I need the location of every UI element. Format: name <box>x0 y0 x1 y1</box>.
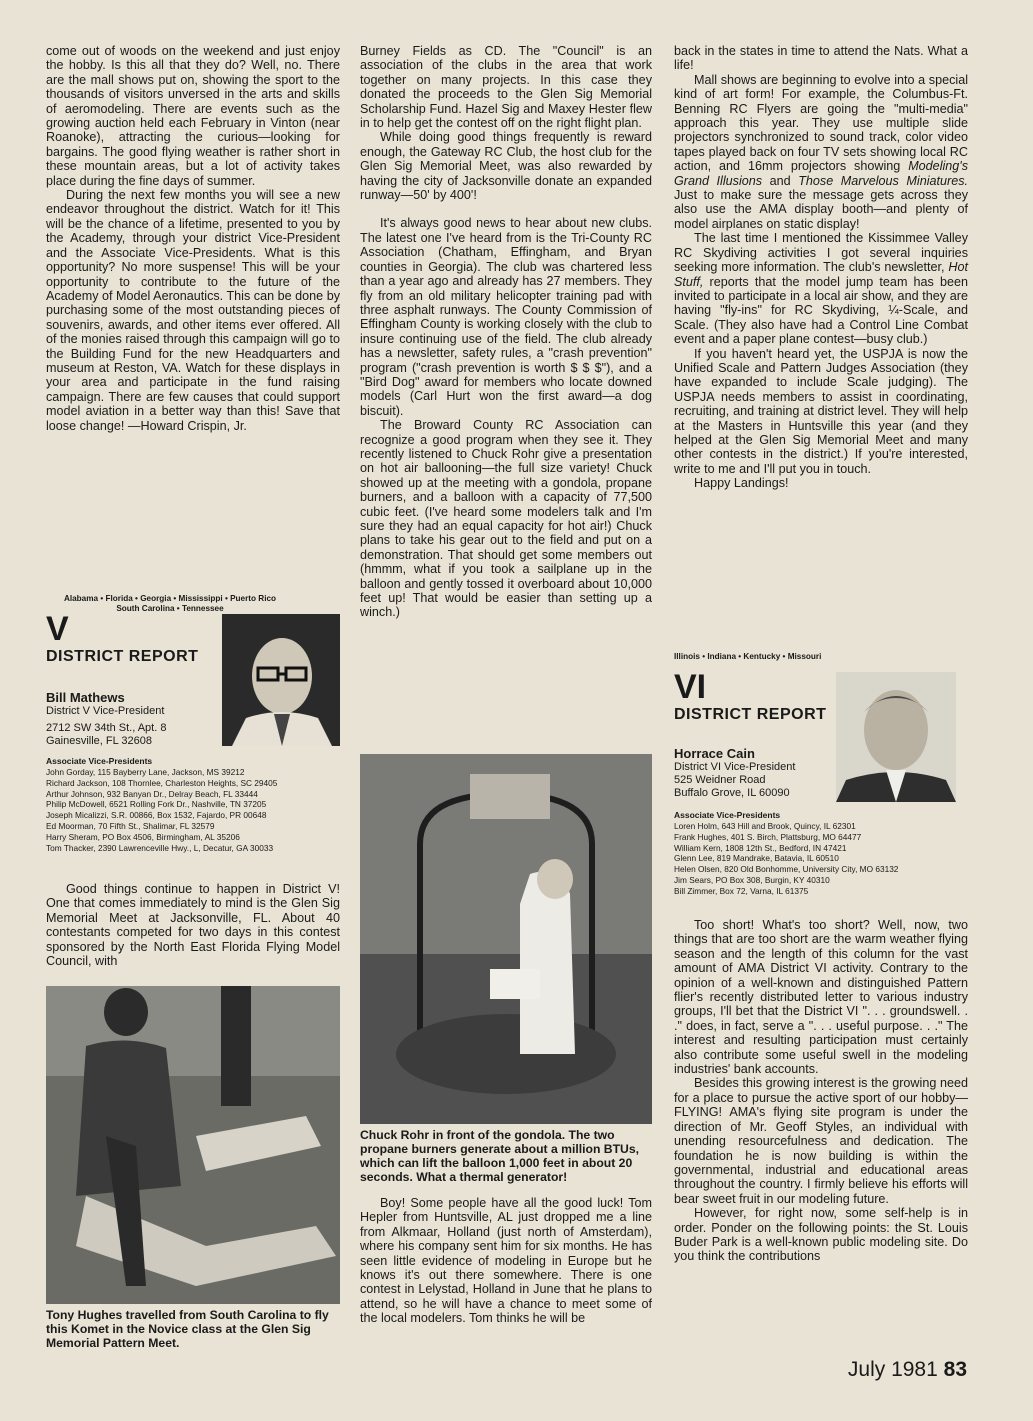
col1-paragraph-2: During the next few months you will see a new endeavor throughout the district. Watch for it! This will be the chance of a lifetime, presented to you by the Academy, through your district Vice-President and the Associate Vice-Presidents. What is this opportunity? No more suspense! This will be your opportunity to contribute to the future of the Academy of Model Aeronautics. This can be done by purchasing some of the most outstanding pieces of souvenirs, awards, and other items ever offered. All of the monies raised through this campaign will go to the Building Fund for the new Headquarters and museum at Reston, VA. Watch for these displays in your area and participate in the fund raising campaign. There are few causes that could support model aviation in a better way than this! Save that loose change! —Howard Crispin, Jr. <box>46 188 340 433</box>
district-5-report-title: DISTRICT REPORT <box>46 648 199 665</box>
col1-paragraph-3: Good things continue to happen in District V! One that comes immediately to mind is the Glen Sig Memorial Meet at Jacksonville, FL. About 40 contestants competed for two days in this contest sponsored by the North East Florida Flying Model Council, with <box>46 882 340 969</box>
district-6-vp-title: District VI Vice-President <box>674 761 796 773</box>
district-6-states: Illinois • Indiana • Kentucky • Missouri <box>674 652 822 661</box>
district-5-states <box>46 594 294 614</box>
film-title-1: Modeling's Grand Illusions <box>674 159 968 188</box>
district-6-assoc-item: Frank Hughes, 401 S. Birch, Plattsburg, MO 64477 <box>674 831 862 842</box>
col3-paragraph-2: Mall shows are beginning to evolve into a special kind of art form! For example, the Columbus-Ft. Benning RC Flyers are going the "multi-media" approach this year. They use multiple slide projectors synchronized to sound track, color video tapes played back on four TV sets showing local RC action, and 16mm projectors showing Modeling's Grand Illusions and Those Marvelous Miniatures. Just to make sure the message gets across they also use the AMA display booth—and plenty of model airplanes on static display! <box>674 72 969 231</box>
col3-paragraph-7: Besides this growing interest is the growing need for a place to pursue the active sport of our hobby—FLYING! AMA's flying site program is under the direction of Mr. Geoff Styles, an individual with unending resourcefulness and dedication. The foundation he is now building is within the governmental, industrial and educational areas throughout the country. I firmly believe his efforts will bear sweet fruit in our modeling future. <box>674 1076 968 1206</box>
district-6-assoc-item: Bill Zimmer, Box 72, Varna, IL 61375 <box>674 885 809 896</box>
caption-gondola: Chuck Rohr in front of the gondola. The two propane burners generate about a million BTUs, which can lift the balloon 1,000 feet in about 20 seconds. What a thermal generator! <box>360 1128 640 1184</box>
district-6-report-title: DISTRICT REPORT <box>674 706 827 723</box>
col3-paragraph-3: The last time I mentioned the Kissimmee Valley RC Skydiving activities I got several inquiries seeking more information. The club's newsletter, Hot Stuff, reports that the model jump team has been invited to participate in a local air show, and they are having "fly-ins" for RC Skydiving, ¼-Scale, and Scale. (They also have had a Control Line Combat event and a paper plane contest—busy club.) <box>674 231 968 347</box>
col2-paragraph-3: It's always good news to hear about new clubs. The latest one I've heard from is the Tri-County RC Association (Chatham, Effingham, and Bryan counties in Georgia). The club was chartered less than a year ago and already has 27 members. They fly from an old military helicopter training pad with three asphalt runways. The County Commission of Effingham County is working closely with the club to insure continuing use of the field. The club already has a newsletter, safety rules, a "crash prevention" program ("crash prevention is worth $ $ $"), and a "Bird Dog" award for members who locate downed models (Carl Hurt won the first award—a dog biscuit). <box>360 216 652 418</box>
col1-paragraph-1: come out of woods on the weekend and just enjoy the hobby. Is this all that they do? Well, no. There are the mall shows put on, showing the sport to the thousands of visitors unversed in the arts and skills of aeromodeling. There are events such as the growing auction held each February in Vinton (near Roanoke), attracting the curious—looking for bargains. The good flying weather is rather short in these mountain areas, but a lot of activity takes place during the fine days of summer. <box>46 44 340 188</box>
district-6-numeral: VI <box>674 668 707 706</box>
district-5-vp-title: District V Vice-President <box>46 705 165 717</box>
district-6-address-2: Buffalo Grove, IL 60090 <box>674 787 790 799</box>
district-6-assoc-item: Jim Sears, PO Box 308, Burgin, KY 40310 <box>674 874 830 885</box>
col3-paragraph-8: However, for right now, some self-help is in order. Ponder on the following points: the St. Louis Buder Park is a well-known public modeling site. Do you think the contributions <box>674 1206 968 1264</box>
district-5-vp-name: Bill Mathews <box>46 690 125 705</box>
page-number: 83 <box>943 1358 967 1381</box>
column-1-lower <box>46 882 340 968</box>
district-5-states-line-1: Alabama • Florida • Georgia • Mississippi • Puerto Rico <box>63 594 277 603</box>
column-3 <box>674 44 968 491</box>
district-5-assoc-item: Arthur Johnson, 932 Banyan Dr., Delray Beach, FL 33444 <box>46 788 258 799</box>
col3-paragraph-1: back in the states in time to attend the Nats. What a life! <box>674 44 968 73</box>
film-title-2: Those Marvelous Miniatures. <box>798 173 969 188</box>
district-5-assoc-item: Joseph Micalizzi, S.R. 00866, Box 1532, Fajardo, PR 00648 <box>46 810 267 821</box>
district-5-vp-portrait <box>222 614 340 746</box>
column-2 <box>360 44 652 620</box>
district-5-assoc-item: Tom Thacker, 2390 Lawrenceville Hwy., L, Decatur, GA 30033 <box>46 842 274 853</box>
district-6-vp-block <box>674 746 834 800</box>
col2-paragraph-5: Boy! Some people have all the good luck! Tom Hepler from Huntsville, AL just dropped me a line from Alkmaar, Holland (just north of Amsterdam), where his company sent him for six months. He has seen little evidence of modeling in Europe but he knows it's out there somewhere. There is one contest in Lelystad, Holland in June that he plans to attend, so he will have a chance to meet some of the local modelers. Tom thinks he will be <box>360 1196 652 1326</box>
district-5-numeral: V <box>46 610 69 648</box>
caption-komet: Tony Hughes travelled from South Carolina to fly this Komet in the Novice class at the Glen Sig Memorial Pattern Meet. <box>46 1308 329 1350</box>
col3-paragraph-6: Too short! What's too short? Well, now, two things that are too short are the warm weather flying season and the length of this column for the vast amount of AMA District VI activity. Contrary to the opinion of a well-known and distinguished Pattern flier's recently distributed letter to various industry groups, I'll bet that the District VI ". . . groundswell. . ." does, in fact, serve a ". . . useful purpose. . ." The interest and resulting participation must certainly also contribute some useful swell in the modeling industries' bank accounts. <box>674 918 968 1077</box>
district-5-assoc-heading: Associate Vice-Presidents <box>46 756 153 766</box>
col2-paragraph-2: While doing good things frequently is reward enough, the Gateway RC Club, the host club for the Glen Sig Memorial Meet, was also rewarded by having the city of Jacksonville donate an expanded runway—50' by 400'! <box>360 130 652 203</box>
page-footer <box>848 1358 967 1382</box>
district-5-associates <box>46 756 346 853</box>
district-6-assoc-heading: Associate Vice-Presidents <box>674 810 781 820</box>
district-5-address-2: Gainesville, FL 32608 <box>46 735 152 747</box>
district-5-states-line-2: South Carolina • Tennessee <box>116 604 224 613</box>
district-6-assoc-item: William Kern, 1808 12th St., Bedford, IN 47421 <box>674 842 847 853</box>
column-2-lower <box>360 1196 652 1326</box>
komet-photo <box>46 986 340 1304</box>
column-3-lower <box>674 918 968 1264</box>
district-5-assoc-item: Ed Moorman, 70 Fifth St., Shalimar, FL 32579 <box>46 820 215 831</box>
district-6-assoc-item: Loren Holm, 643 Hill and Brook, Quincy, IL 62301 <box>674 821 856 831</box>
newsletter-title: Hot Stuff, <box>674 260 968 289</box>
district-5-vp-block <box>46 690 226 748</box>
district-6-assoc-item: Glenn Lee, 819 Mandrake, Batavia, IL 60510 <box>674 853 839 864</box>
district-5-assoc-item: Harry Sheram, PO Box 4506, Birmingham, AL 35206 <box>46 831 240 842</box>
district-5-assoc-item: John Gorday, 115 Bayberry Lane, Jackson, MS 39212 <box>46 767 245 777</box>
col2-paragraph-1: Burney Fields as CD. The "Council" is an association of the clubs in the area that work together on many projects. In this case they donated the proceeds to the Glen Sig Memorial Scholarship Fund. Hazel Sig and Maxey Hester flew in to help get the contest off on the right flight plan. <box>360 44 652 131</box>
district-5-address-1: 2712 SW 34th St., Apt. 8 <box>46 722 167 734</box>
district-6-vp-name: Horrace Cain <box>674 746 755 761</box>
district-6-assoc-item: Helen Olsen, 820 Old Bonhomme, University City, MO 63132 <box>674 864 899 875</box>
col2-paragraph-4: The Broward County RC Association can recognize a good program when they see it. They recently listened to Chuck Rohr give a presentation on hot air ballooning—the full size variety! Chuck showed up at the meeting with a gondola, propane burners, and a balloon with a capacity of 77,500 cubic feet. (I've heard some modelers talk and I'm sure they had an equal capacity for hot air!) Chuck plans to take his gear out to the field and put on a demonstration. That should get some members out (hmmm, what if you took a sailplane up in the balloon and gently tossed it overboard about 10,000 feet up! That would be easier than setting up a winch.) <box>360 418 652 620</box>
district-6-address-1: 525 Weidner Road <box>674 774 766 786</box>
district-5-assoc-item: Philip McDowell, 6521 Rolling Fork Dr., Nashville, TN 37205 <box>46 799 267 810</box>
district-5-assoc-item: Richard Jackson, 108 Thornlee, Charleston Heights, SC 29405 <box>46 777 278 788</box>
district-6-vp-portrait <box>836 672 956 802</box>
gondola-photo <box>360 754 652 1124</box>
col3-paragraph-4: If you haven't heard yet, the USPJA is now the Unified Scale and Pattern Judges Association (they have expanded to include Scale judging). The USPJA needs members to assist in coordinating, recruiting, and training at district level. They will help at the Masters in Huntsville this year (and they helped at the Glen Sig Memorial Meet and many other contests in the district.) If you're interested, write to me and I'll put you in touch. <box>674 346 968 476</box>
district-6-associates <box>674 810 974 897</box>
issue-date: July 1981 <box>847 1358 938 1381</box>
column-1 <box>46 44 340 433</box>
col3-paragraph-5: Happy Landings! <box>694 476 789 491</box>
